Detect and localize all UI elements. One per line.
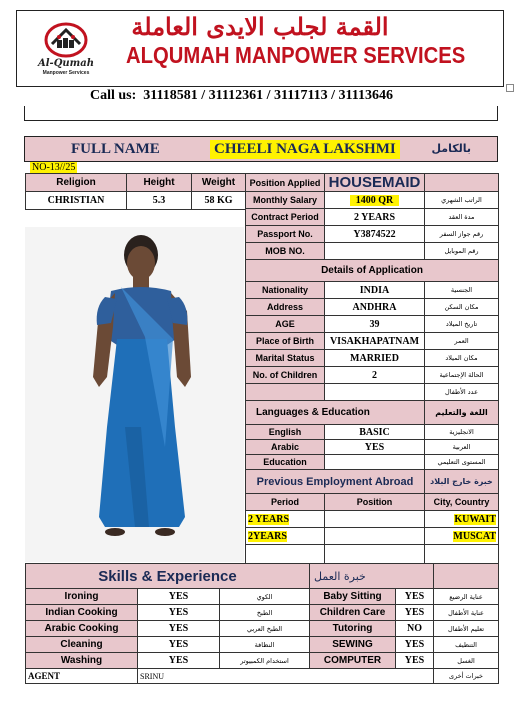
- employment-period-cell: [246, 511, 325, 528]
- logo-text: Al-Qumah: [37, 58, 95, 69]
- skill-value: YES: [138, 653, 220, 669]
- applicant-photo: [25, 227, 244, 562]
- skill-label: Children Care: [310, 605, 396, 621]
- skill-label: Indian Cooking: [26, 605, 138, 621]
- corner-mark: [506, 84, 514, 92]
- employment-blank: [246, 545, 325, 565]
- contract-period-arabic: مدة العقد: [425, 209, 499, 226]
- employment-header-arabic: خبرة خارج البلاد: [425, 470, 499, 494]
- skill-label: Ironing: [26, 589, 138, 605]
- skill-value: NO: [396, 621, 434, 637]
- employment-header: Previous Employment Abroad: [246, 470, 425, 494]
- skill-label: COMPUTER: [310, 653, 396, 669]
- birthplace-value: VISAKHAPATNAM: [325, 333, 425, 350]
- weight-value: 58 KG: [192, 192, 246, 210]
- english-arabic: الانجليزية: [425, 425, 499, 440]
- english-value: BASIC: [325, 425, 425, 440]
- mobile-label: MOB NO.: [246, 243, 325, 260]
- full-name-label: FULL NAME: [71, 141, 160, 157]
- period-column-header: Period: [246, 494, 325, 511]
- skill-label: Tutoring: [310, 621, 396, 637]
- children-value: 2: [325, 367, 425, 384]
- position-table: [245, 173, 499, 565]
- skill-value: YES: [396, 605, 434, 621]
- position-column-header: Position: [325, 494, 425, 511]
- english-label: English: [246, 425, 325, 440]
- call-label: Call us:: [90, 88, 137, 103]
- employment-place-cell: [425, 511, 499, 528]
- marital-status-value: MARRIED: [325, 350, 425, 367]
- employment-place-cell: [425, 528, 499, 545]
- skill-value: YES: [138, 605, 220, 621]
- skill-arabic: الطبخ: [220, 605, 310, 621]
- skill-value: YES: [396, 653, 434, 669]
- full-name-value: CHEELI NAGA LAKSHMI: [210, 140, 400, 159]
- blank-detail-value: [325, 384, 425, 401]
- skill-label: Baby Sitting: [310, 589, 396, 605]
- skill-arabic: عناية الأطفال: [434, 605, 499, 621]
- header-rule: [24, 106, 498, 121]
- height-value: 5.3: [127, 192, 192, 210]
- skill-value: YES: [396, 589, 434, 605]
- marital-status-arabic: مكان الميلاد: [425, 350, 499, 367]
- skill-value: YES: [138, 621, 220, 637]
- contract-period-value: 2 YEARS: [325, 209, 425, 226]
- basic-info-table: [25, 173, 246, 210]
- skill-arabic: النظافة: [220, 637, 310, 653]
- agent-label: AGENT: [26, 669, 138, 684]
- position-applied-value: HOUSEMAID: [325, 174, 425, 192]
- agent-value: SRINU: [138, 669, 434, 684]
- blank-detail-arabic: عدد الأطفال: [425, 384, 499, 401]
- place-column-header: City, Country: [425, 494, 499, 511]
- skill-label: SEWING: [310, 637, 396, 653]
- weight-header: Weight: [192, 174, 246, 192]
- birthplace-label: Place of Birth: [246, 333, 325, 350]
- religion-header: Religion: [26, 174, 127, 192]
- religion-value: CHRISTIAN: [26, 192, 127, 210]
- skill-value: YES: [396, 637, 434, 653]
- monthly-salary-value-cell: [325, 192, 425, 209]
- position-applied-spacer: [425, 174, 499, 192]
- monthly-salary-value: 1400 QR: [350, 195, 400, 206]
- skill-arabic: الغسل: [434, 653, 499, 669]
- skill-arabic: استخدام الكمبيوتر: [220, 653, 310, 669]
- skill-arabic: تعليم الأطفال: [434, 621, 499, 637]
- logo-subtext: Manpower Services: [42, 70, 90, 76]
- nationality-arabic: الجنسية: [425, 282, 499, 299]
- employment-place: MUSCAT: [453, 530, 496, 542]
- phone-numbers: 31118581 / 31112361 / 31117113 / 31113646: [143, 88, 394, 103]
- agent-arabic: خبرات أخرى: [434, 669, 499, 684]
- skill-arabic: عناية الرضيع: [434, 589, 499, 605]
- skill-arabic: الكوي: [220, 589, 310, 605]
- arabic-language-label: Arabic: [246, 440, 325, 455]
- languages-header: Languages & Education: [246, 401, 425, 425]
- position-applied-label: Position Applied: [246, 174, 325, 192]
- skills-table: [25, 563, 499, 684]
- employment-blank: [325, 545, 425, 565]
- nationality-label: Nationality: [246, 282, 325, 299]
- full-name-arabic: بالكامل: [431, 142, 471, 155]
- company-title: ALQUMAH MANPOWER SERVICES: [126, 42, 466, 68]
- nationality-value: INDIA: [325, 282, 425, 299]
- passport-value: Y3874522: [325, 226, 425, 243]
- skills-header-arabic: خبرة العمل: [310, 564, 434, 589]
- skills-header: Skills & Experience: [26, 564, 310, 589]
- address-value: ANDHRA: [325, 299, 425, 316]
- children-label: No. of Children: [246, 367, 325, 384]
- passport-arabic: رقم جواز السفر: [425, 226, 499, 243]
- marital-status-label: Marital Status: [246, 350, 325, 367]
- monthly-salary-label: Monthly Salary: [246, 192, 325, 209]
- employment-period-cell: [246, 528, 325, 545]
- children-arabic: الحالة الإجتماعية: [425, 367, 499, 384]
- employment-position: [325, 528, 425, 545]
- skill-arabic: التنظيف: [434, 637, 499, 653]
- education-arabic: المستوى التعليمي: [425, 455, 499, 470]
- skill-label: Arabic Cooking: [26, 621, 138, 637]
- monthly-salary-arabic: الراتب الشهري: [425, 192, 499, 209]
- address-label: Address: [246, 299, 325, 316]
- arabic-language-value: YES: [325, 440, 425, 455]
- arabic-company-title: القمة لجلب الايدى العاملة: [131, 12, 389, 41]
- age-label: AGE: [246, 316, 325, 333]
- details-header: Details of Application: [246, 260, 499, 282]
- blank-detail-label: [246, 384, 325, 401]
- birthplace-arabic: العمر: [425, 333, 499, 350]
- employment-period: 2YEARS: [248, 530, 287, 542]
- mobile-value: [325, 243, 425, 260]
- passport-label: Passport No.: [246, 226, 325, 243]
- age-arabic: تاريخ الميلاد: [425, 316, 499, 333]
- education-value: [325, 455, 425, 470]
- employment-position: [325, 511, 425, 528]
- mobile-arabic: رقم الموبايل: [425, 243, 499, 260]
- employment-place: KUWAIT: [454, 513, 496, 525]
- address-arabic: مكان السكن: [425, 299, 499, 316]
- company-logo: [30, 18, 102, 80]
- skill-value: YES: [138, 589, 220, 605]
- skills-header-spacer: [434, 564, 499, 589]
- age-value: 39: [325, 316, 425, 333]
- reference-number: NO-13//25: [32, 162, 76, 173]
- arabic-language-arabic: العربية: [425, 440, 499, 455]
- skill-value: YES: [138, 637, 220, 653]
- education-label: Education: [246, 455, 325, 470]
- contract-period-label: Contract Period: [246, 209, 325, 226]
- skill-arabic: الطبخ العربي: [220, 621, 310, 637]
- skill-label: Washing: [26, 653, 138, 669]
- contact-line: [90, 88, 430, 104]
- languages-header-arabic: اللغة والتعليم: [425, 401, 499, 425]
- skill-label: Cleaning: [26, 637, 138, 653]
- employment-period: 2 YEARS: [248, 513, 290, 525]
- height-header: Height: [127, 174, 192, 192]
- employment-blank: [425, 545, 499, 565]
- full-name-bar: [24, 136, 498, 162]
